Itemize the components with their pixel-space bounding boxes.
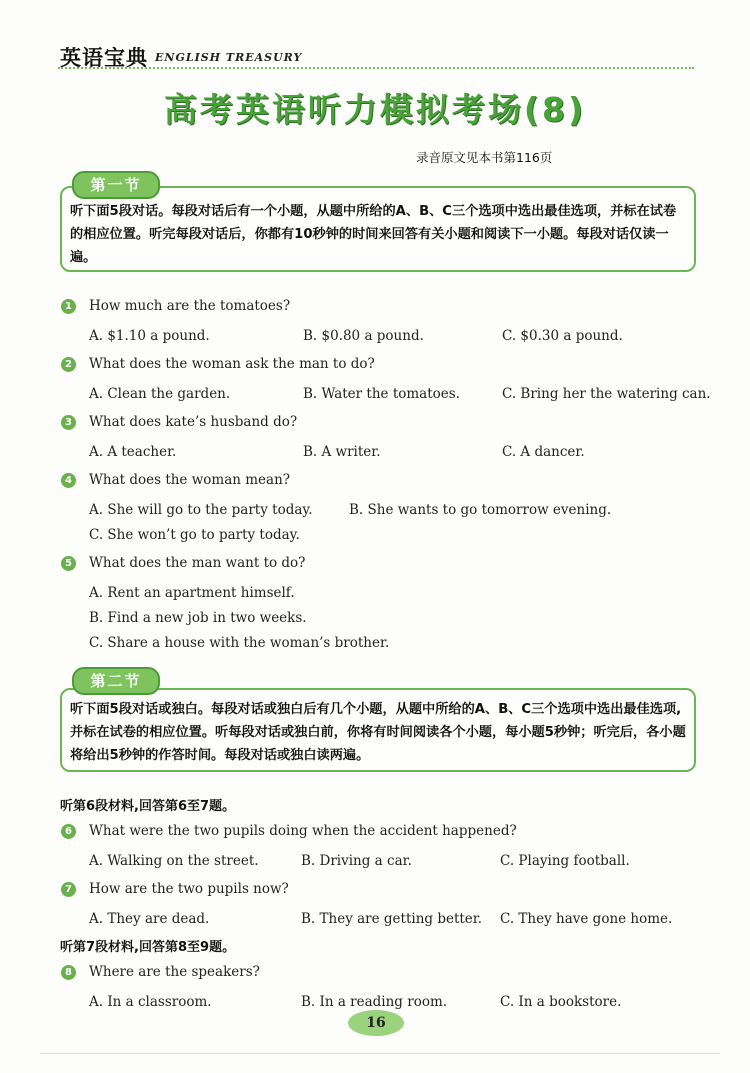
option-c: C. Playing football. (500, 853, 630, 869)
question-number-badge: 8 (61, 965, 76, 980)
question-text: What does the woman mean? (89, 472, 291, 488)
question-number-badge: 3 (61, 415, 76, 430)
option-a: A. In a classroom. (89, 994, 212, 1010)
header-divider (58, 67, 694, 69)
option-b: B. She wants to go tomorrow evening. (349, 502, 612, 518)
option-b: B. Find a new job in two weeks. (89, 610, 307, 626)
material-6-heading: 听第6段材料,回答第6至7题。 (60, 799, 236, 814)
question-text: What were the two pupils doing when the accident happened? (89, 823, 517, 839)
page-title: 高考英语听力模拟考场(8) (163, 90, 587, 129)
question-number-badge: 6 (61, 824, 76, 839)
section2-tag: 第二节 (72, 667, 160, 695)
section1-tag: 第一节 (72, 171, 160, 199)
question-text: How much are the tomatoes? (89, 298, 291, 314)
option-c: C. She won’t go to party today. (89, 527, 300, 543)
question-text: What does kate’s husband do? (89, 414, 298, 430)
option-b: B. They are getting better. (301, 911, 483, 927)
material-7-heading: 听第7段材料,回答第8至9题。 (60, 940, 236, 955)
option-c: C. In a bookstore. (500, 994, 622, 1010)
footer-divider (40, 1053, 720, 1054)
question-number-badge: 5 (61, 556, 76, 571)
question-number-badge: 1 (61, 299, 76, 314)
option-c: C. They have gone home. (500, 911, 673, 927)
question-number-badge: 7 (61, 882, 76, 897)
page-number: 16 (348, 1010, 404, 1036)
brand-logo-cn: 英语宝典 (60, 46, 148, 70)
brand-logo-en: ENGLISH TREASURY (155, 51, 303, 64)
section1-instruction: 听下面5段对话。每段对话后有一个小题，从题中所给的A、B、C三个选项中选出最佳选项，并标在试卷的相应位置。听完每段对话后，你都有10秒钟的时间来回答有关小题和阅读下一小题。每段对话仅读一遍。 (70, 204, 677, 265)
option-b: B. A writer. (303, 444, 381, 460)
question-number-badge: 4 (61, 473, 76, 488)
option-b: B. Water the tomatoes. (303, 386, 460, 402)
option-a: A. Walking on the street. (89, 853, 259, 869)
option-a: A. Clean the garden. (89, 386, 231, 402)
option-a: A. They are dead. (89, 911, 210, 927)
option-c: C. Share a house with the woman’s brother. (89, 635, 390, 651)
option-b: B. $0.80 a pound. (303, 328, 424, 344)
question-text: Where are the speakers? (89, 964, 260, 980)
option-a: A. $1.10 a pound. (89, 328, 210, 344)
option-b: B. Driving a car. (301, 853, 412, 869)
option-a: A. A teacher. (89, 444, 177, 460)
option-a: A. Rent an apartment himself. (89, 585, 295, 601)
question-text: How are the two pupils now? (89, 881, 289, 897)
option-c: C. A dancer. (502, 444, 585, 460)
question-number-badge: 2 (61, 357, 76, 372)
question-text: What does the man want to do? (89, 555, 306, 571)
section1-instruction-box (60, 186, 696, 272)
option-c: C. $0.30 a pound. (502, 328, 623, 344)
option-b: B. In a reading room. (301, 994, 448, 1010)
section2-instruction: 听下面5段对话或独白。每段对话或独白后有几个小题，从题中所给的A、B、C三个选项中选出最佳选项,并标在试卷的相应位置。听每段对话或独白前，你将有时间阅读各个小题，每小题5秒钟；听完后，各小题将给出5秒钟的作答时间。每段对话或独白读两遍。 (70, 702, 686, 763)
option-c: C. Bring her the watering can. (502, 386, 711, 402)
option-a: A. She will go to the party today. (89, 502, 313, 518)
transcript-reference: 录音原文见本书第116页 (416, 150, 553, 165)
section2-instruction-box (60, 688, 696, 772)
question-text: What does the woman ask the man to do? (89, 356, 375, 372)
